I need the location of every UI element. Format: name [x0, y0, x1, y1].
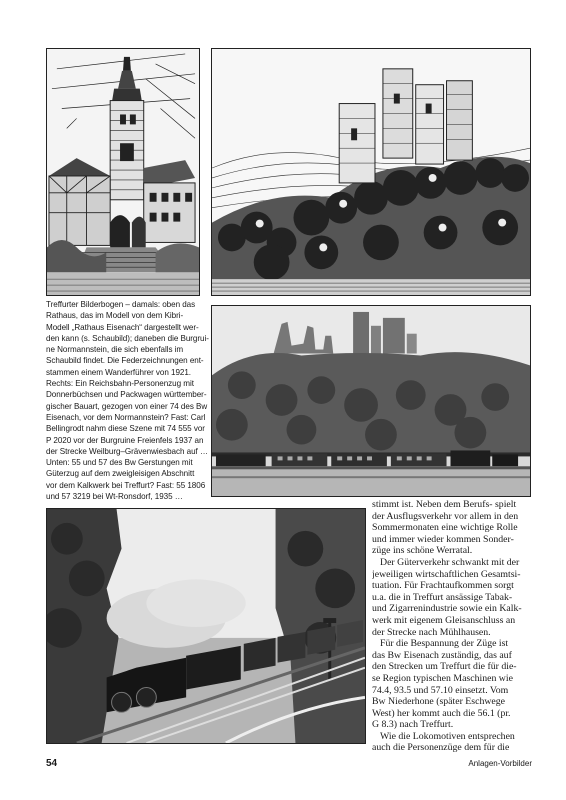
- caption-line: P 2020 vor der Burgruine Freienfels 1937 an: [46, 435, 204, 445]
- caption-line: Schaubild findet. Die Federzeichnungen ent-: [46, 356, 204, 366]
- body-line: se Region typischen Maschinen wie: [372, 672, 513, 684]
- publication-title: Anlagen-Vorbilder: [468, 759, 532, 768]
- body-line: werk mit eigenem Gleisanschluss an: [372, 614, 516, 626]
- body-line: 74.4, 93.5 und 57.10 einsetzt. Vom: [372, 684, 509, 696]
- body-line: u.a. die in Treffurt ansässige Tabak-: [372, 591, 513, 603]
- body-line: Wie die Lokomotiven entsprechen: [380, 730, 515, 742]
- caption-line: der Strecke Weilburg–Grävenwiesbach auf …: [46, 446, 209, 456]
- caption-line: Rechts: Ein Reichsbahn-Personenzug mit: [46, 379, 194, 389]
- body-line: der Strecke nach Mühlhausen.: [372, 626, 491, 638]
- body-line: das Bw Eisenach zuständig, das auf: [372, 649, 512, 661]
- body-line: West) her kommt auch die 56.1 (pr.: [372, 707, 511, 719]
- body-line: auch die Personenzüge dem für die: [372, 742, 510, 754]
- caption-line: Rathaus, das im Modell von dem Kibri-: [46, 311, 184, 321]
- caption-line: Güterzug auf dem zweigleisigen Abschnitt: [46, 469, 195, 479]
- photo-caption: [46, 299, 209, 502]
- freienfels-train-photo: [211, 305, 531, 497]
- body-line: tuation. Für Frachtaufkommen sorgt: [372, 580, 514, 592]
- caption-line: vor dem Kalkwerk bei Treffurt? Fast: 55 1806: [46, 480, 206, 490]
- page-number: 54: [46, 758, 58, 769]
- body-line: jeweiligen wirtschaftlichen Gesamtsi-: [372, 568, 521, 580]
- caption-line: Treffurter Bilderbogen – damals: oben das: [46, 300, 196, 309]
- body-line: Der Güterverkehr schwankt mit der: [380, 556, 520, 568]
- caption-line: Bellingrodt nahm diese Szene mit 74 555 vor: [46, 424, 205, 434]
- body-line: Bw Niederhone (später Eschwege: [372, 696, 506, 708]
- caption-line: Unten: 55 und 57 des Bw Gerstungen mit: [46, 458, 193, 468]
- caption-line: ne Normannstein, die sich ebenfalls im: [46, 345, 184, 355]
- body-line: züge ins schöne Werratal.: [372, 545, 473, 557]
- caption-line: Modell „Rathaus Eisenach“ dargestellt wer-: [46, 322, 199, 332]
- caption-line: stammen einem Wanderführer von 1921.: [46, 367, 192, 377]
- caption-line: Donnerbüchsen und Packwagen württember-: [46, 390, 207, 400]
- body-line: Für die Bespannung der Züge ist: [380, 638, 509, 650]
- body-line: Sommermonaten eine wichtige Rolle: [372, 522, 518, 534]
- caption-line: gischer Bauart, gezogen von einer 74 des Bw: [46, 401, 208, 411]
- normannstein-drawing: [211, 48, 531, 296]
- body-line: den Strecken um Treffurt die für die-: [372, 661, 517, 673]
- body-line: und immer wieder kommen Sonder-: [372, 533, 514, 545]
- body-line: stimmt ist. Neben dem Berufs- spielt: [372, 499, 517, 510]
- caption-line: Eisenach, vor dem Normannstein? Fast: Carl: [46, 412, 206, 422]
- body-line: G 8.3) nach Treffurt.: [372, 719, 454, 731]
- freight-train-photo: [46, 508, 366, 744]
- caption-line: den kann (s. Schaubild); daneben die Burgrui-: [46, 333, 209, 343]
- body-line: und Zigarrenindustrie sowie ein Kalk-: [372, 603, 522, 615]
- rathaus-drawing: [46, 48, 200, 296]
- body-line: der Ausflugsverkehr vor allem in den: [372, 510, 519, 522]
- caption-line: und 57 3219 bei Wt-Ronsdorf, 1935 …: [46, 492, 183, 502]
- body-text-column: [372, 499, 532, 754]
